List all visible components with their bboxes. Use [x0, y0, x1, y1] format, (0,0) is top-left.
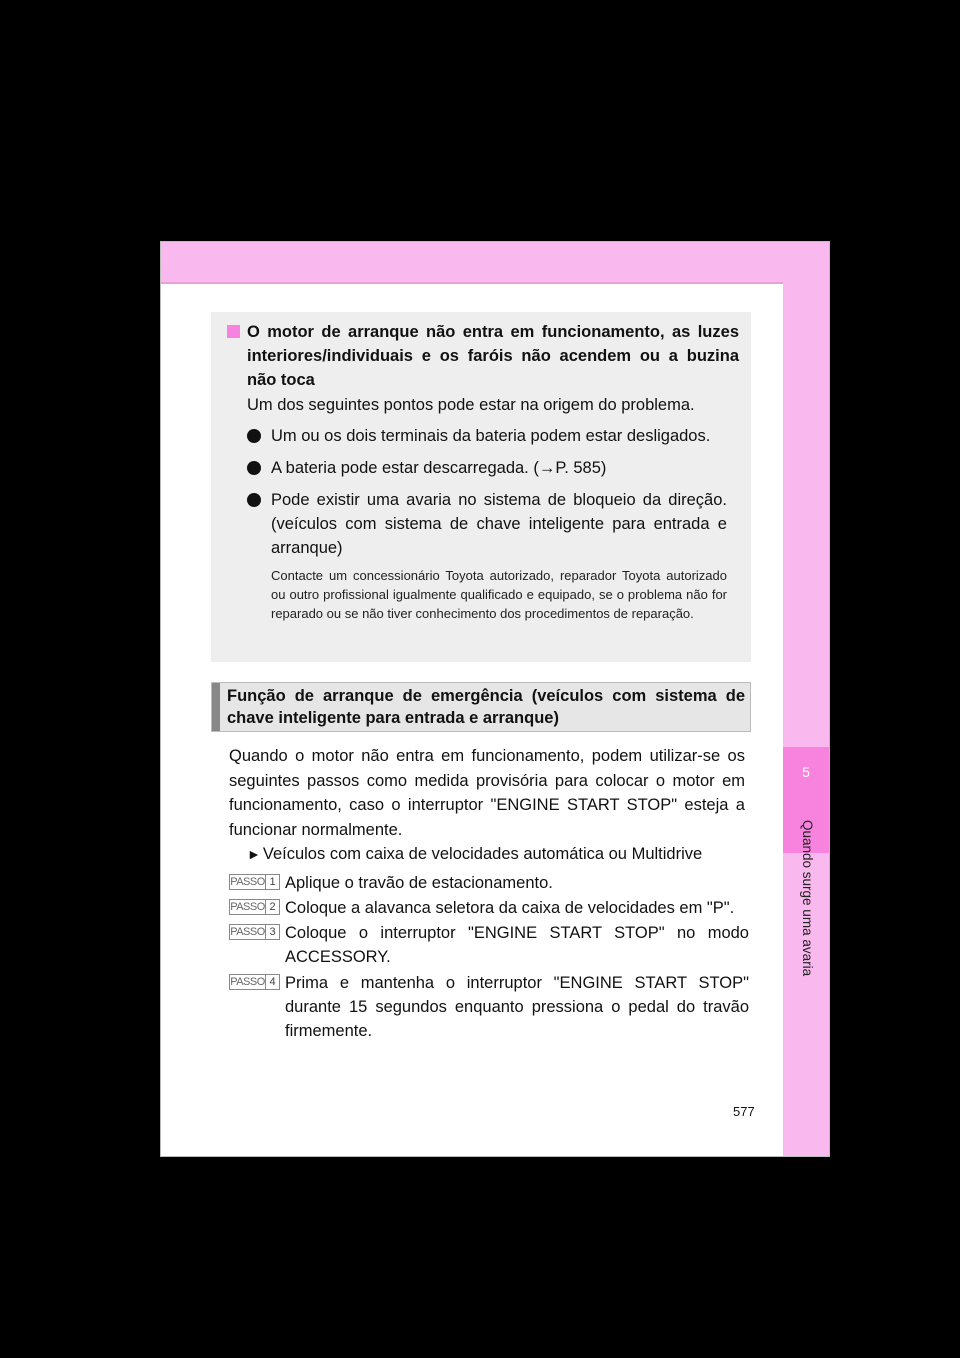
page-header-band: [161, 242, 829, 284]
list-item: Pode existir uma avaria no sistema de bloqueio da direção. (veículos com sistema de chave inteligente para entrada e arranque): [247, 488, 727, 560]
chapter-number: 5: [802, 764, 810, 780]
info-box: [211, 312, 751, 662]
info-box-title: O motor de arranque não entra em funcionamento, as luzes interiores/individuais e os faróis não acendem ou a buzina não toca: [247, 323, 739, 389]
chapter-title: Quando surge uma avaria: [800, 820, 815, 977]
page-number: 577: [733, 1104, 755, 1119]
step-badge: PASSO 2: [229, 899, 280, 915]
subhead-text: Veículos com caixa de velocidades automática ou Multidrive: [262, 845, 703, 863]
info-box-intro: Um dos seguintes pontos pode estar na origem do problema.: [247, 396, 695, 414]
section-body: Quando o motor não entra em funcionamento, podem utilizar-se os seguintes passos como medida provisória para colocar o motor em funcionamento, caso o interruptor "ENGINE START STOP" esteja a funcionar normalmente.: [229, 747, 745, 839]
round-bullet-icon: [247, 493, 261, 507]
step-badge: PASSO 1: [229, 874, 280, 890]
step-2: PASSO 2 Coloque a alavanca seletora da caixa de velocidades em "P".: [230, 899, 735, 917]
step-3: PASSO 3 Coloque o interruptor "ENGINE START STOP" no modo ACCESSORY.: [230, 924, 749, 966]
step-4: PASSO 4 Prima e mantenha o interruptor "ENGINE START STOP" durante 15 segundos enquanto pressiona o pedal do travão firmemente.: [230, 974, 749, 1040]
triangle-right-icon: ►: [247, 846, 261, 862]
round-bullet-icon: [247, 461, 261, 475]
section-header: [211, 682, 751, 732]
section-header-bar: [212, 683, 220, 731]
round-bullet-icon: [247, 429, 261, 443]
section-title: Função de arranque de emergência (veículos com sistema de chave inteligente para entrada e arranque): [227, 687, 745, 727]
step-badge: PASSO 4: [229, 974, 280, 990]
list-item: Um ou os dois terminais da bateria podem estar desligados.: [247, 424, 727, 448]
list-item: A bateria pode estar descarregada. (→P. 585): [247, 456, 727, 480]
info-box-title-row: [227, 320, 739, 392]
manual-page: [160, 241, 830, 1157]
info-box-footnote: Contacte um concessionário Toyota autorizado, reparador Toyota autorizado ou outro profissional igualmente qualificado e equipado, se o problema não for reparado ou se não tiver conhecimento dos procedimentos de reparação.: [271, 568, 727, 621]
step-1: PASSO 1 Aplique o travão de estacionamento.: [230, 874, 553, 892]
subhead: [247, 843, 702, 865]
step-badge: PASSO 3: [229, 924, 280, 940]
square-bullet-icon: [227, 325, 240, 338]
